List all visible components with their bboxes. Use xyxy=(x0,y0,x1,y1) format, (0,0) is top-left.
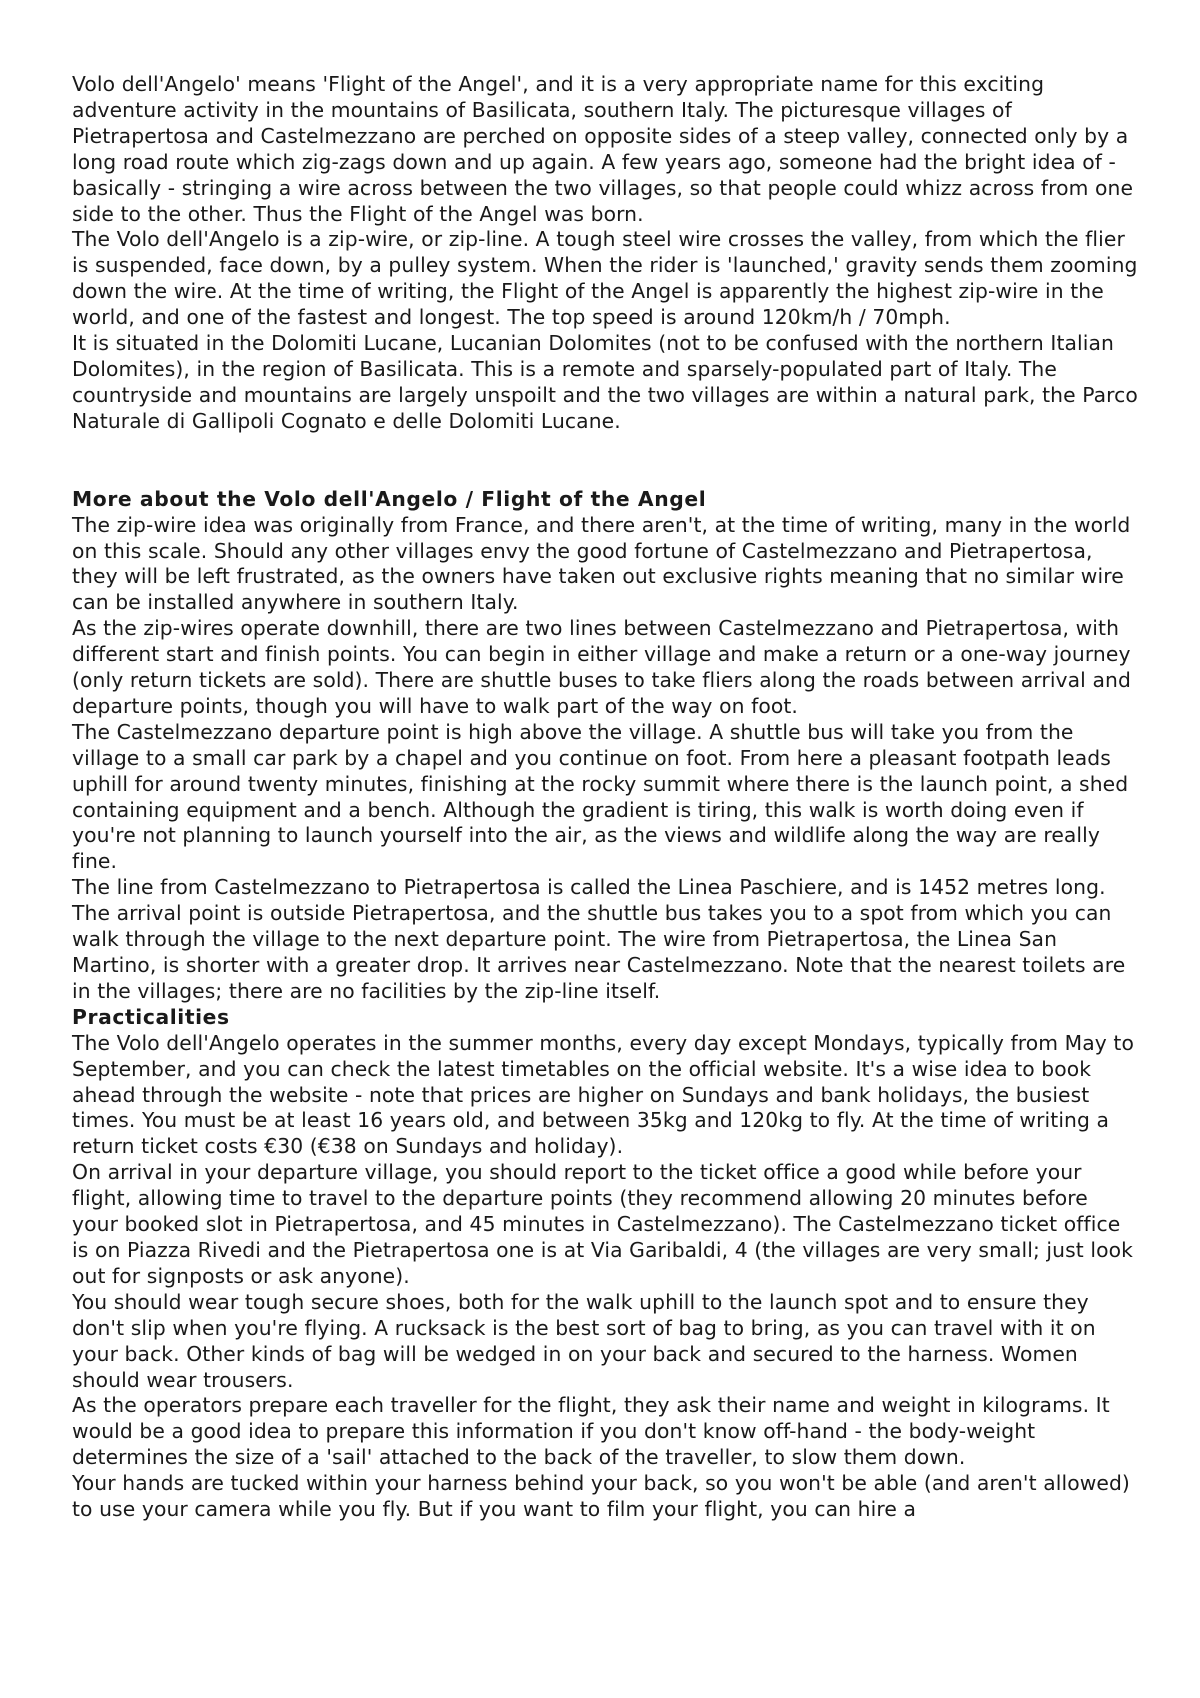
body-paragraph: The zip-wire idea was originally from France, and there aren't, at the time of writing, many in the world on this scale. Should any other villages envy the good fortune of Castelmezzano and Pietrapertosa, they will be left frustrated, as the owners have taken out exclusive rights meaning that no similar wire can be installed anywhere in southern Italy. xyxy=(72,512,1131,615)
intro-paragraph: It is situated in the Dolomiti Lucane, Lucanian Dolomites (not to be confused with the northern Italian Dolomites), in the region of Basilicata. This is a remote and sparsely-populated part of Italy. The countryside and mountains are largely unspoilt and the two villages are within a natural park, the Parco Naturale di Gallipoli Cognato e delle Dolomiti Lucane. xyxy=(72,331,1138,433)
body-paragraph: You should wear tough secure shoes, both for the walk uphill to the launch spot and to ensure they don't slip when you're flying. A rucksack is the best sort of bag to bring, as you can travel with it on your back. Other kinds of bag will be wedged in on your back and secured to the harness. Women should wear trousers. xyxy=(72,1289,1096,1392)
section-heading-practicalities: Practicalities xyxy=(72,1004,230,1029)
body-paragraph: Your hands are tucked within your harness behind your back, so you won't be able (and aren't allowed) to use your camera while you fly. But if you want to film your flight, you can hire a xyxy=(72,1471,1130,1522)
body-paragraph: The line from Castelmezzano to Pietrapertosa is called the Linea Paschiere, and is 1452 metres long. The arrival point is outside Pietrapertosa, and the shuttle bus takes you to a spot from which you can walk through the village to the next departure point. The wire from Pietrapertosa, the Linea San Martino, is shorter with a greater drop. It arrives near Castelmezzano. Note that the nearest toilets are in the villages; there are no facilities by the zip-line itself. xyxy=(72,875,1126,1003)
document-page xyxy=(72,72,1140,1523)
section-spacer xyxy=(72,435,1140,487)
body-paragraph: As the zip-wires operate downhill, there are two lines between Castelmezzano and Pietrapertosa, with different start and finish points. You can begin in either village and make a return or a one-way journey (only return tickets are sold). There are shuttle buses to take fliers along the roads between arrival and departure points, though you will have to walk part of the way on foot. xyxy=(72,616,1131,718)
intro-paragraph: The Volo dell'Angelo is a zip-wire, or zip-line. A tough steel wire crosses the valley, from which the flier is suspended, face down, by a pulley system. When the rider is 'launched,' gravity sends them zooming down the wire. At the time of writing, the Flight of the Angel is apparently the highest zip-wire in the world, and one of the fastest and longest. The top speed is around 120km/h / 70mph. xyxy=(72,227,1138,330)
body-paragraph: On arrival in your departure village, you should report to the ticket office a good while before your flight, allowing time to travel to the departure points (they recommend allowing 20 minutes before your booked slot in Pietrapertosa, and 45 minutes in Castelmezzano). The Castelmezzano ticket office is on Piazza Rivedi and the Pietrapertosa one is at Via Garibaldi, 4 (the villages are very small; just look out for signposts or ask anyone). xyxy=(72,1160,1133,1288)
body-paragraph: The Castelmezzano departure point is high above the village. A shuttle bus will take you from the village to a small car park by a chapel and you continue on foot. From here a pleasant footpath leads uphill for around twenty minutes, finishing at the rocky summit where there is the launch point, a shed containing equipment and a bench. Although the gradient is tiring, this walk is worth doing even if you're not planning to launch yourself into the air, as the views and wildlife along the way are really fine. xyxy=(72,719,1129,874)
body-paragraph: As the operators prepare each traveller for the flight, they ask their name and weight in kilograms. It would be a good idea to prepare this information if you don't know off-hand - the body-weight determines the size of a 'sail' attached to the back of the traveller, to slow them down. xyxy=(72,1393,1110,1470)
section-heading-more-about: More about the Volo dell'Angelo / Flight of the Angel xyxy=(72,486,707,511)
intro-paragraph: Volo dell'Angelo' means 'Flight of the Angel', and it is a very appropriate name for this exciting adventure activity in the mountains of Basilicata, southern Italy. The picturesque villages of Pietrapertosa and Castelmezzano are perched on opposite sides of a steep valley, connected only by a long road route which zig-zags down and up again. A few years ago, someone had the bright idea of - basically - stringing a wire across between the two villages, so that people could whizz across from one side to the other. Thus the Flight of the Angel was born. xyxy=(72,72,1134,226)
body-paragraph: The Volo dell'Angelo operates in the summer months, every day except Mondays, typically from May to September, and you can check the latest timetables on the official website. It's a wise idea to book ahead through the website - note that prices are higher on Sundays and bank holidays, the busiest times. You must be at least 16 years old, and between 35kg and 120kg to fly. At the time of writing a return ticket costs €30 (€38 on Sundays and holiday). xyxy=(72,1030,1134,1159)
